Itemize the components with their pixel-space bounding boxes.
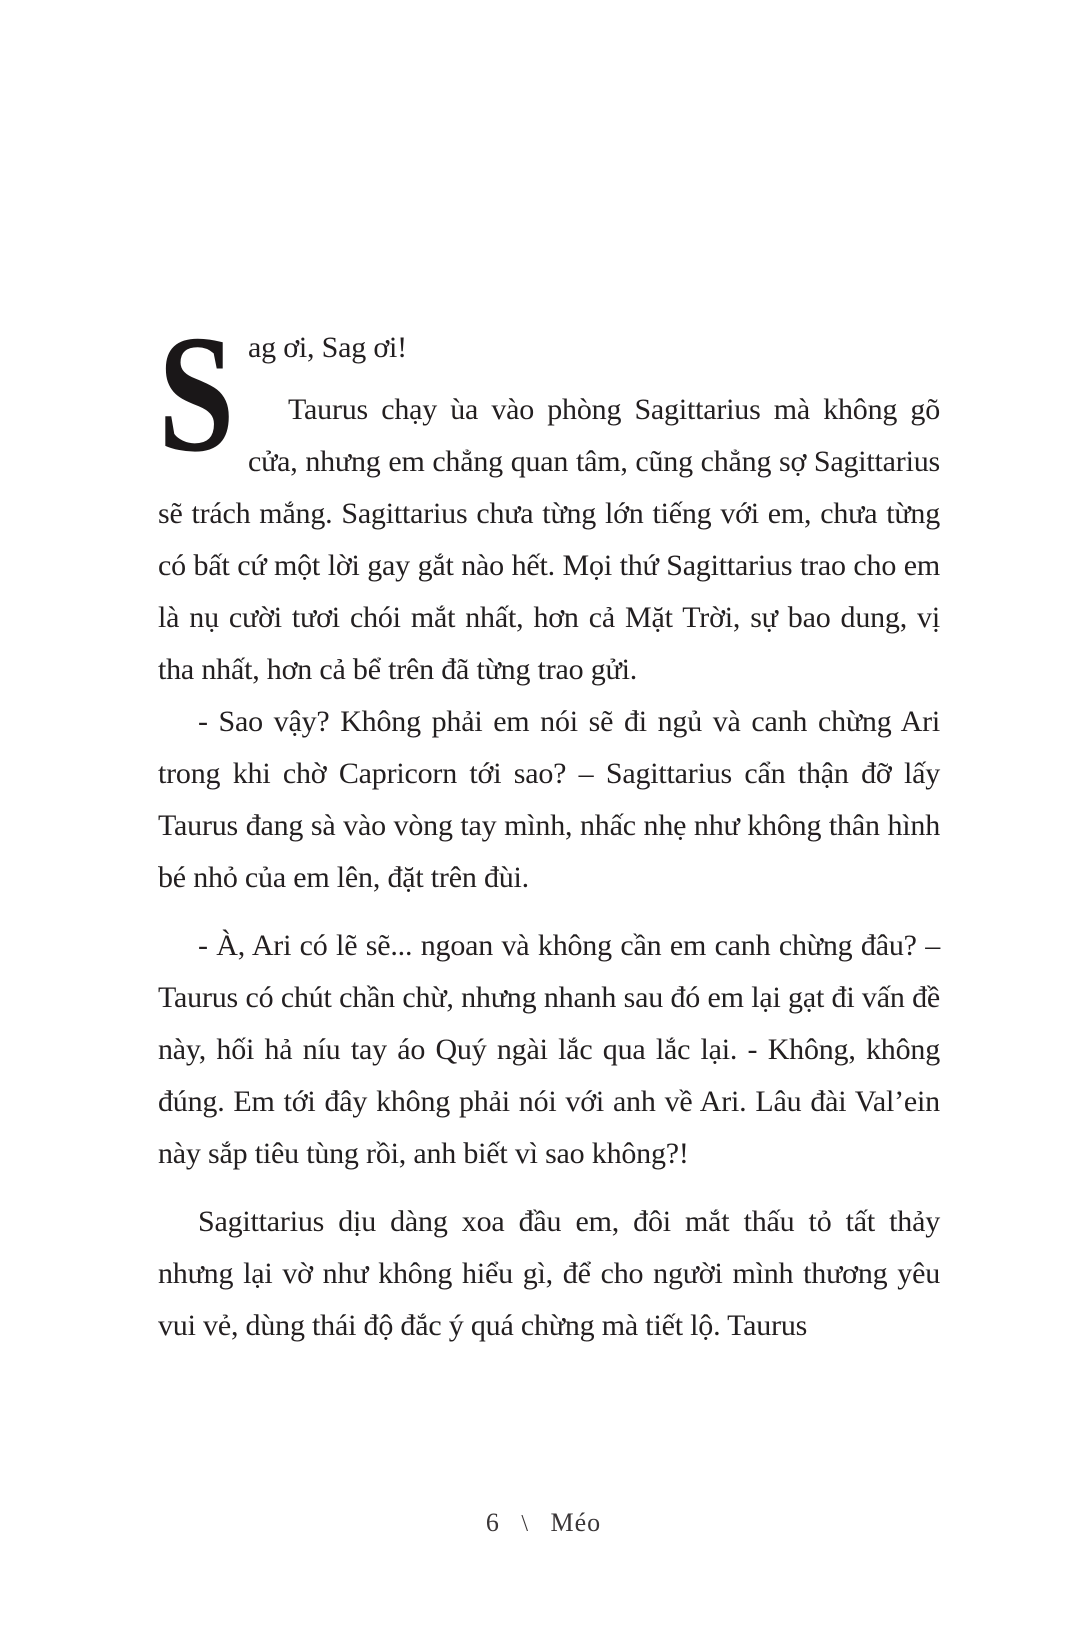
footer-separator: \ (521, 1511, 529, 1537)
paragraph-2: Taurus chạy ùa vào phòng Sagittarius mà không gõ cửa, nhưng em chẳng quan tâm, cũng chẳng sợ Sagittarius sẽ trách mắng. Sagittarius chưa từng lớn tiếng với em, chưa từng có bất cứ một lời gay gắt nào hết. Mọi thứ Sagittarius trao cho em là nụ cười tươi chói mắt nhất, hơn cả Mặt Trời, sự bao dung, vị tha nhất, hơn cả bể trên đã từng trao gửi. (158, 393, 940, 686)
paragraph-1: ag ơi, Sag ơi! (248, 331, 407, 364)
paragraph-4: - À, Ari có lẽ sẽ... ngoan và không cần em canh chừng đâu? – Taurus có chút chần chừ, nhưng nhanh sau đó em lại gạt đi vấn đề này, hối hả níu tay áo Quý ngài lắc qua lắc lại. - Không, không đúng. Em tới đây không phải nói với anh về Ari. Lâu đài Val’ein này sắp tiêu tùng rồi, anh biết vì sao không?! (158, 929, 940, 1170)
opening-paragraph-group (158, 301, 940, 696)
body-text (158, 301, 940, 1352)
paragraph-3: - Sao vậy? Không phải em nói sẽ đi ngủ và canh chừng Ari trong khi chờ Capricorn tới sao? – Sagittarius cẩn thận đỡ lấy Taurus đang sà vào vòng tay mình, nhấc nhẹ như không thân hình bé nhỏ của em lên, đặt trên đùi. (158, 705, 940, 894)
page-footer (0, 1508, 1087, 1538)
drop-cap-letter: S (158, 301, 235, 487)
page-number: 6 (485, 1508, 500, 1537)
paragraph-5: Sagittarius dịu dàng xoa đầu em, đôi mắt thấu tỏ tất thảy nhưng lại vờ như không hiểu gì, để cho người mình thương yêu vui vẻ, dùng thái độ đắc ý quá chừng mà tiết lộ. Taurus (158, 1205, 940, 1342)
running-title: Méo (550, 1508, 602, 1537)
